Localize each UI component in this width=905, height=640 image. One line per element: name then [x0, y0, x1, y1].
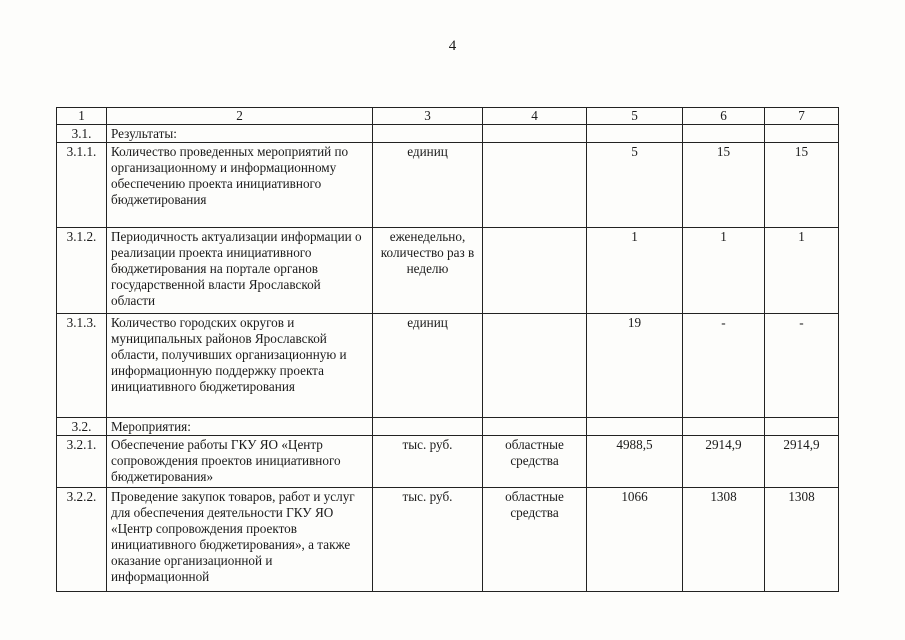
row-unit	[373, 125, 483, 143]
table-row	[57, 314, 839, 418]
column-header: 3	[373, 108, 483, 125]
column-header: 6	[683, 108, 765, 125]
row-value-5	[587, 418, 683, 436]
row-number: 3.1.3.	[57, 314, 107, 418]
header-row	[57, 108, 839, 125]
row-source	[483, 418, 587, 436]
row-unit: тыс. руб.	[373, 488, 483, 592]
row-source: областные средства	[483, 436, 587, 488]
row-source: областные средства	[483, 488, 587, 592]
column-header: 5	[587, 108, 683, 125]
row-value-7: 1	[765, 228, 839, 314]
indicators-table	[56, 107, 839, 592]
row-name: Проведение закупок товаров, работ и услуг для обеспечения деятельности ГКУ ЯО «Центр сопровождения проектов инициативного бюджетирования», а также оказание организационной и информационной	[107, 488, 373, 592]
row-number: 3.1.2.	[57, 228, 107, 314]
row-value-6: 1308	[683, 488, 765, 592]
row-value-5: 4988,5	[587, 436, 683, 488]
table-row	[57, 228, 839, 314]
row-number: 3.2.1.	[57, 436, 107, 488]
row-value-7: -	[765, 314, 839, 418]
row-number: 3.1.	[57, 125, 107, 143]
row-unit: единиц	[373, 314, 483, 418]
row-value-7: 1308	[765, 488, 839, 592]
row-value-6: 1	[683, 228, 765, 314]
row-number: 3.2.	[57, 418, 107, 436]
row-name: Результаты:	[107, 125, 373, 143]
column-header: 2	[107, 108, 373, 125]
row-value-7: 2914,9	[765, 436, 839, 488]
row-unit: тыс. руб.	[373, 436, 483, 488]
column-header: 7	[765, 108, 839, 125]
table-row	[57, 436, 839, 488]
row-value-6: 15	[683, 143, 765, 228]
column-header: 1	[57, 108, 107, 125]
table-row	[57, 125, 839, 143]
row-value-7: 15	[765, 143, 839, 228]
row-value-5: 5	[587, 143, 683, 228]
row-value-5: 1066	[587, 488, 683, 592]
row-name: Мероприятия:	[107, 418, 373, 436]
row-value-7	[765, 125, 839, 143]
row-unit	[373, 418, 483, 436]
row-name: Количество городских округов и муниципальных районов Ярославской области, получивших организационную и информационную поддержку проекта инициативного бюджетирования	[107, 314, 373, 418]
table-row	[57, 143, 839, 228]
row-number: 3.2.2.	[57, 488, 107, 592]
row-source	[483, 228, 587, 314]
table-row	[57, 488, 839, 592]
row-value-6: -	[683, 314, 765, 418]
page-number: 4	[448, 38, 457, 54]
row-value-5: 1	[587, 228, 683, 314]
table-row	[57, 418, 839, 436]
row-source	[483, 143, 587, 228]
row-value-6: 2914,9	[683, 436, 765, 488]
row-source	[483, 125, 587, 143]
row-value-7	[765, 418, 839, 436]
column-header: 4	[483, 108, 587, 125]
row-name: Обеспечение работы ГКУ ЯО «Центр сопровождения проектов инициативного бюджетирования»	[107, 436, 373, 488]
row-unit: единиц	[373, 143, 483, 228]
row-value-5	[587, 125, 683, 143]
row-number: 3.1.1.	[57, 143, 107, 228]
row-value-6	[683, 125, 765, 143]
row-unit: еженедельно, количество раз в неделю	[373, 228, 483, 314]
row-name: Периодичность актуализации информации о реализации проекта инициативного бюджетирования на портале органов государственной власти Ярославской области	[107, 228, 373, 314]
row-value-6	[683, 418, 765, 436]
row-source	[483, 314, 587, 418]
row-name: Количество проведенных мероприятий по организационному и информационному обеспечению проекта инициативного бюджетирования	[107, 143, 373, 228]
row-value-5: 19	[587, 314, 683, 418]
